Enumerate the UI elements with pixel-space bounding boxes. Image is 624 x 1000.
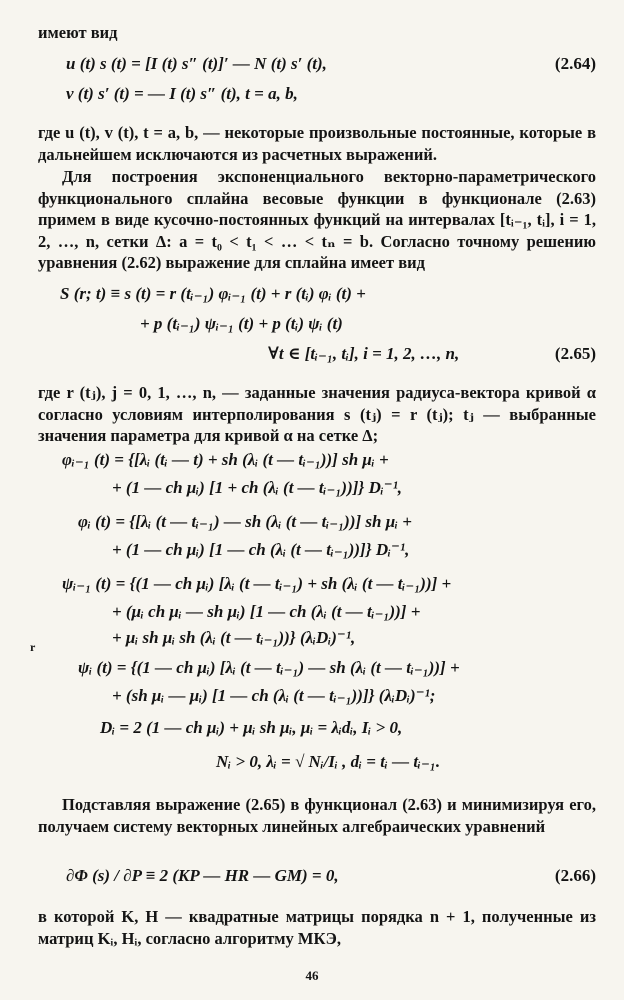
paragraph-interpolation: где r (tⱼ), j = 0, 1, …, n, — заданные значения радиуса-вектора кривой α согласно условиям интерполирования s (tⱼ) = r (tⱼ); tⱼ — выбранные значения параметра для кривой α на сетке Δ; xyxy=(38,383,596,445)
equation-2-64-line1: u (t) s (t) = [I (t) s″ (t)]′ — N (t) s′ (t), xyxy=(66,54,327,73)
equation-psi-line2: + (sh μᵢ — μᵢ) [1 — ch (λᵢ (t — tᵢ₋₁))]} (λᵢDᵢ)⁻¹; xyxy=(112,686,436,705)
equation-psi-prev-line2: + (μᵢ ch μᵢ — sh μᵢ) [1 — ch (λᵢ (t — tᵢ₋₁))] + xyxy=(112,602,421,621)
paragraph-minimization: Подставляя выражение (2.65) в функционал (2.63) и минимизируя его, получаем систему векторных линейных алгебраических уравнений xyxy=(38,795,596,836)
equation-2-64-line2: v (t) s′ (t) = — I (t) s″ (t), t = a, b, xyxy=(66,84,298,103)
equation-lambda-d: Nᵢ > 0, λᵢ = √ Nᵢ/Iᵢ , dᵢ = tᵢ — tᵢ₋₁. xyxy=(216,752,441,771)
equation-2-65-line3: ∀t ∈ [tᵢ₋₁, tᵢ], i = 1, 2, …, n, xyxy=(268,344,460,363)
equation-psi-prev-line1: ψᵢ₋₁ (t) = {(1 — ch μᵢ) [λᵢ (t — tᵢ₋₁) + sh (λᵢ (t — tᵢ₋₁))] + xyxy=(62,574,452,593)
margin-mark: r xyxy=(30,640,36,654)
equation-d-mu-i: Dᵢ = 2 (1 — ch μᵢ) + μᵢ sh μᵢ, μᵢ = λᵢdᵢ, Iᵢ > 0, xyxy=(100,718,403,737)
equation-psi-line1: ψᵢ (t) = {(1 — ch μᵢ) [λᵢ (t — tᵢ₋₁) — sh (λᵢ (t — tᵢ₋₁))] + xyxy=(78,658,460,677)
page-number: 46 xyxy=(305,968,319,983)
paragraph-matrices: в которой K, H — квадратные матрицы порядка n + 1, полученные из матриц Kᵢ, Hᵢ, согласно алгоритму МКЭ, xyxy=(38,907,596,948)
equation-2-65-line1: S (r; t) ≡ s (t) = r (tᵢ₋₁) φᵢ₋₁ (t) + r (tᵢ) φᵢ (t) + xyxy=(60,284,366,303)
equation-phi-line1: φᵢ (t) = {[λᵢ (t — tᵢ₋₁) — sh (λᵢ (t — tᵢ₋₁))] sh μᵢ + xyxy=(78,512,412,531)
equation-2-65-line2: + p (tᵢ₋₁) ψᵢ₋₁ (t) + p (tᵢ) ψᵢ (t) xyxy=(140,314,343,333)
intro-text: имеют вид xyxy=(38,23,118,42)
equation-phi-prev-line1: φᵢ₋₁ (t) = {[λᵢ (tᵢ — t) + sh (λᵢ (t — tᵢ₋₁))] sh μᵢ + xyxy=(62,450,389,469)
equation-number-2-66: (2.66) xyxy=(554,866,596,885)
equation-psi-prev-line3: + μᵢ sh μᵢ sh (λᵢ (t — tᵢ₋₁))} (λᵢDᵢ)⁻¹, xyxy=(112,628,356,647)
equation-number-2-65: (2.65) xyxy=(554,344,596,363)
equation-phi-line2: + (1 — ch μᵢ) [1 — ch (λᵢ (t — tᵢ₋₁))]} Dᵢ⁻¹, xyxy=(112,540,410,559)
equation-2-66: ∂Φ (s) / ∂P ≡ 2 (KP — HR — GM) = 0, xyxy=(66,866,339,885)
paragraph-spline-construction: Для построения экспоненциального векторно-параметрического функционального сплайна весовые функции в функционале (2.63) примем в виде кусочно-постоянных функций на интервалах [tᵢ₋₁, tᵢ], i = 1, 2, …, n, сетки Δ: a = t₀ < t₁ < … < tₙ = b. Согласно точному решению уравнения (2.62) выражение для сплайна имеет вид xyxy=(38,167,596,272)
paragraph-constants: где u (t), v (t), t = a, b, — некоторые произвольные постоянные, которые в дальнейшем исключаются из расчетных выражений. xyxy=(38,123,596,164)
equation-phi-prev-line2: + (1 — ch μᵢ) [1 + ch (λᵢ (t — tᵢ₋₁))]} Dᵢ⁻¹, xyxy=(112,478,403,497)
equation-number-2-64: (2.64) xyxy=(554,54,596,73)
